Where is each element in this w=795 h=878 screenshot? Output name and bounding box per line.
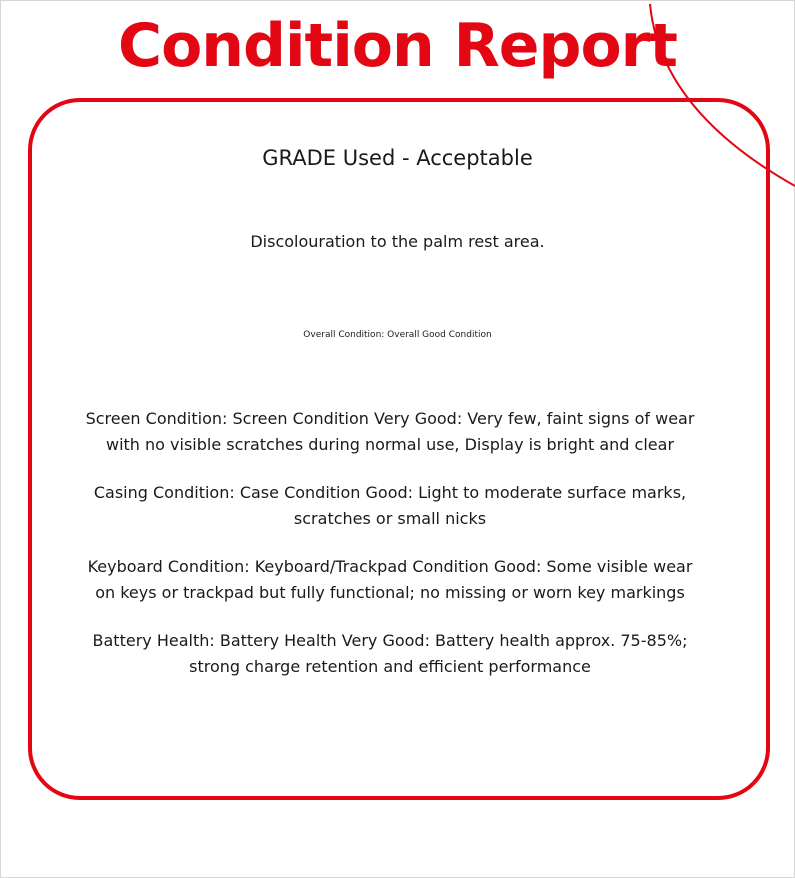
screen-condition-line-2: with no visible scratches during normal use, Display is bright and clear — [105, 435, 675, 454]
screen-condition — [70, 406, 710, 458]
keyboard-condition-line-2: on keys or trackpad but fully functional; no missing or worn key markings — [95, 583, 685, 602]
casing-condition — [70, 480, 710, 532]
grade-heading: GRADE Used - Acceptable — [262, 146, 533, 170]
condition-note: Discolouration to the palm rest area. — [250, 232, 545, 251]
casing-condition-line-1: Casing Condition: Case Condition Good: Light to moderate surface marks, — [93, 483, 687, 502]
overall-condition: Overall Condition: Overall Good Condition — [303, 330, 492, 340]
keyboard-condition — [70, 554, 710, 606]
casing-condition-line-2: scratches or small nicks — [293, 509, 487, 528]
battery-health-line-2: strong charge retention and efficient performance — [189, 657, 591, 676]
condition-details — [70, 406, 710, 702]
battery-health-line-1: Battery Health: Battery Health Very Good: Battery health approx. 75-85%; — [92, 631, 688, 650]
page-title: Condition Report — [118, 11, 677, 81]
battery-health — [70, 628, 710, 680]
keyboard-condition-line-1: Keyboard Condition: Keyboard/Trackpad Condition Good: Some visible wear — [87, 557, 693, 576]
screen-condition-line-1: Screen Condition: Screen Condition Very Good: Very few, faint signs of wear — [85, 409, 695, 428]
